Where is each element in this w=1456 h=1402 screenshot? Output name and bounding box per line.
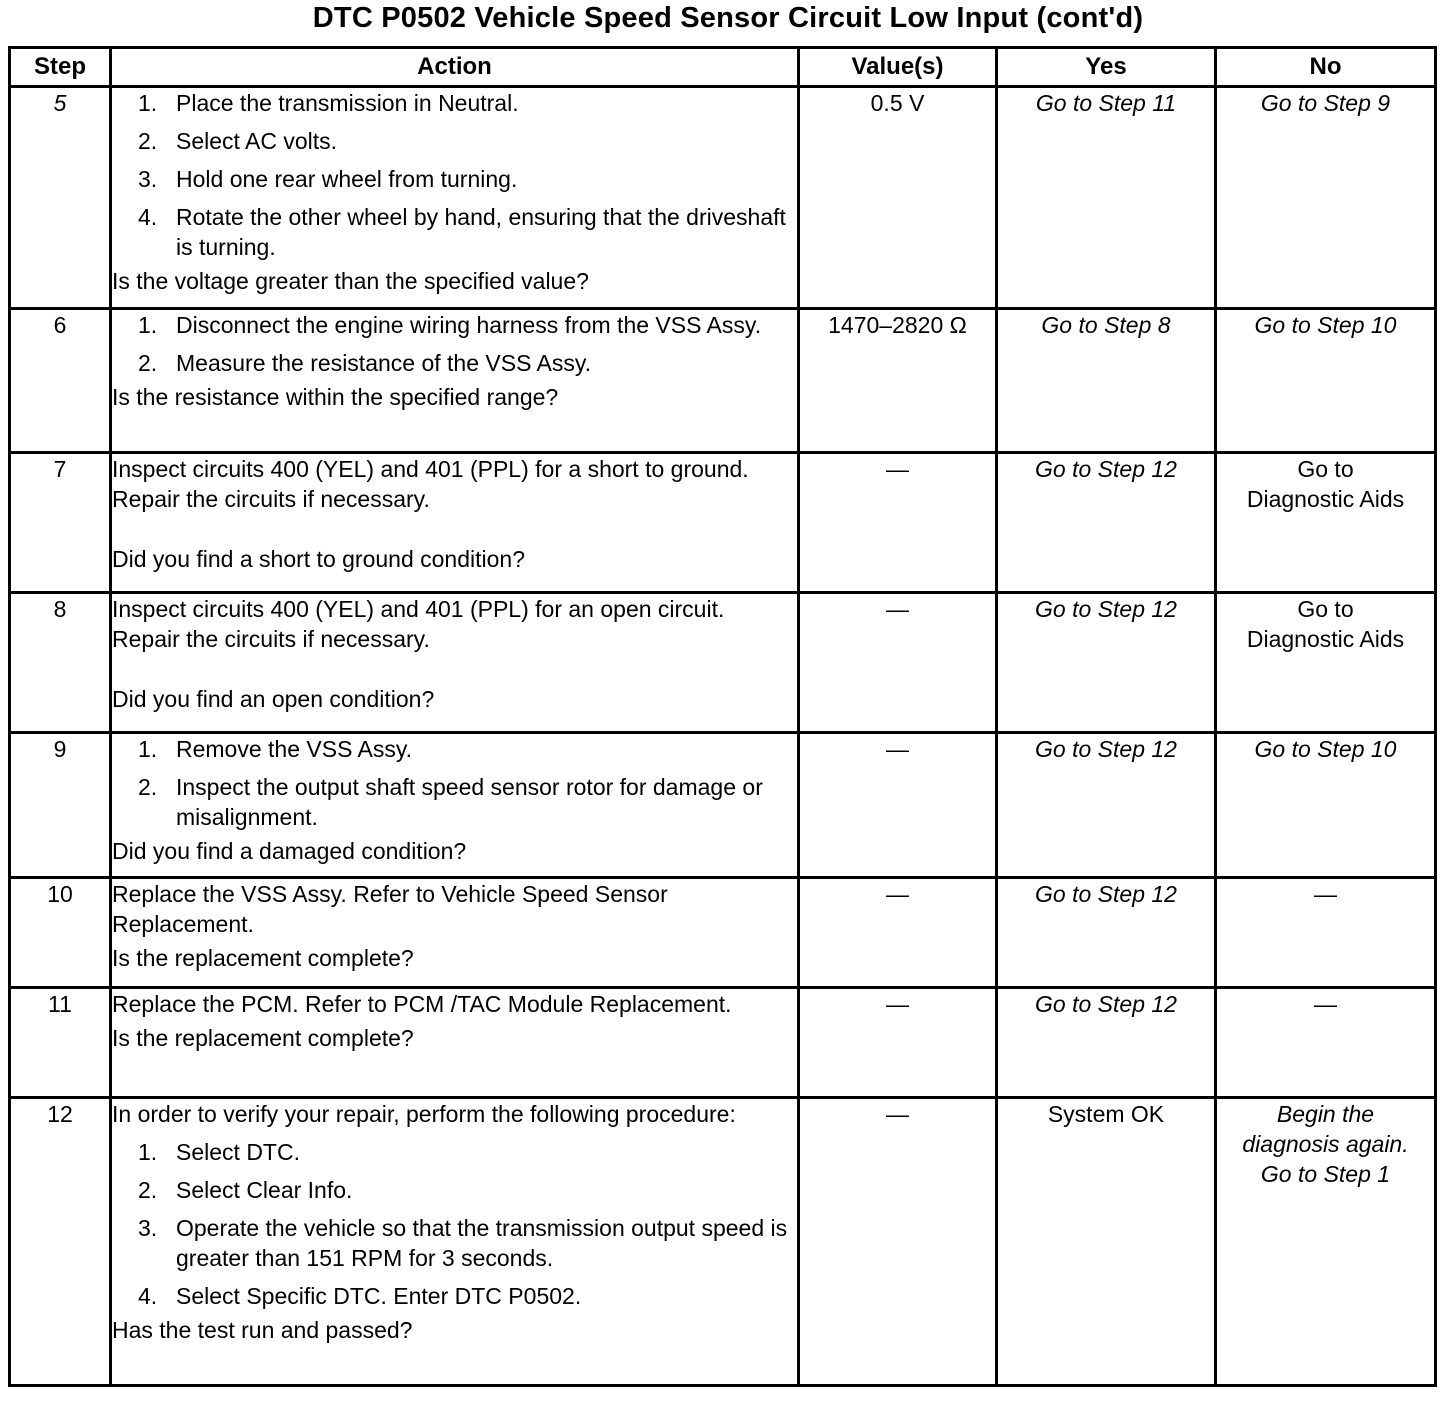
table-row xyxy=(10,453,1436,593)
action-cell xyxy=(111,593,799,733)
no-line: Diagnostic Aids xyxy=(1246,626,1405,652)
no-line: Go to Step 1 xyxy=(1260,1161,1391,1187)
action-cell xyxy=(111,309,799,453)
yes-cell: Go to Step 12 xyxy=(997,988,1216,1098)
action-question: Has the test run and passed? xyxy=(112,1317,413,1343)
yes-cell: Go to Step 11 xyxy=(997,87,1216,309)
action-steps xyxy=(112,1137,797,1311)
action-text: In order to verify your repair, perform the following procedure: xyxy=(112,1101,736,1127)
header-row xyxy=(10,48,1436,87)
step-number: 11 xyxy=(10,988,111,1098)
yes-cell: Go to Step 12 xyxy=(997,453,1216,593)
no-line: Go to xyxy=(1297,456,1354,482)
value-cell: — xyxy=(799,593,997,733)
list-item: 1. Disconnect the engine wiring harness from the VSS Assy. xyxy=(138,312,762,338)
step-number: 8 xyxy=(10,593,111,733)
table-row xyxy=(10,988,1436,1098)
value-cell: 1470–2820 Ω xyxy=(799,309,997,453)
action-cell xyxy=(111,733,799,878)
value-cell: — xyxy=(799,733,997,878)
yes-cell: Go to Step 8 xyxy=(997,309,1216,453)
list-item: 2. Select Clear Info. xyxy=(138,1177,353,1203)
no-cell xyxy=(1216,593,1436,733)
diagnostic-table xyxy=(8,46,1437,1387)
value-cell: — xyxy=(799,988,997,1098)
no-cell: Go to Step 10 xyxy=(1216,309,1436,453)
header-action: Action xyxy=(111,48,799,87)
list-item: 3. Hold one rear wheel from turning. xyxy=(138,166,518,192)
table-row xyxy=(10,733,1436,878)
no-line: Go to xyxy=(1297,596,1354,622)
action-cell xyxy=(111,878,799,988)
header-no: No xyxy=(1216,48,1436,87)
yes-cell: Go to Step 12 xyxy=(997,593,1216,733)
step-number: 6 xyxy=(10,309,111,453)
table-row xyxy=(10,593,1436,733)
no-cell: Go to Step 9 xyxy=(1216,87,1436,309)
list-item: 3. Operate the vehicle so that the transmission output speed is greater than 151 RPM for 3 seconds. xyxy=(138,1215,788,1271)
step-number: 10 xyxy=(10,878,111,988)
header-value: Value(s) xyxy=(799,48,997,87)
header-yes: Yes xyxy=(997,48,1216,87)
action-question: Did you find an open condition? xyxy=(112,686,435,712)
yes-cell: System OK xyxy=(997,1098,1216,1386)
value-cell: — xyxy=(799,1098,997,1386)
no-cell: — xyxy=(1216,988,1436,1098)
step-number: 12 xyxy=(10,1098,111,1386)
step-number: 7 xyxy=(10,453,111,593)
list-item: 1. Select DTC. xyxy=(138,1139,300,1165)
action-text: Inspect circuits 400 (YEL) and 401 (PPL) for an open circuit. Repair the circuits if necessary. xyxy=(112,596,725,652)
no-cell: Go to Step 10 xyxy=(1216,733,1436,878)
list-item: 1. Place the transmission in Neutral. xyxy=(138,90,519,116)
table-row xyxy=(10,309,1436,453)
action-cell xyxy=(111,87,799,309)
value-cell: — xyxy=(799,878,997,988)
step-number: 9 xyxy=(10,733,111,878)
list-item: 4. Rotate the other wheel by hand, ensuring that the driveshaft is turning. xyxy=(138,204,786,260)
yes-cell: Go to Step 12 xyxy=(997,733,1216,878)
action-question: Is the voltage greater than the specified value? xyxy=(112,268,589,294)
value-cell: — xyxy=(799,453,997,593)
action-cell xyxy=(111,453,799,593)
no-line: Diagnostic Aids xyxy=(1246,486,1405,512)
yes-cell: Go to Step 12 xyxy=(997,878,1216,988)
action-question: Did you find a damaged condition? xyxy=(112,838,467,864)
action-text: Replace the PCM. Refer to PCM /TAC Module Replacement. xyxy=(112,991,732,1017)
table-row xyxy=(10,87,1436,309)
no-cell: — xyxy=(1216,878,1436,988)
list-item: 4. Select Specific DTC. Enter DTC P0502. xyxy=(138,1283,582,1309)
action-text: Replace the VSS Assy. Refer to Vehicle Speed Sensor Replacement. xyxy=(112,881,668,937)
header-step: Step xyxy=(10,48,111,87)
value-cell: 0.5 V xyxy=(799,87,997,309)
table-row xyxy=(10,1098,1436,1386)
action-steps xyxy=(112,310,797,378)
step-number: 5 xyxy=(10,87,111,309)
action-cell xyxy=(111,988,799,1098)
list-item: 2. Inspect the output shaft speed sensor rotor for damage or misalignment. xyxy=(138,774,763,830)
action-question: Is the replacement complete? xyxy=(112,945,414,971)
table-row xyxy=(10,878,1436,988)
no-cell xyxy=(1216,453,1436,593)
action-text: Inspect circuits 400 (YEL) and 401 (PPL) for a short to ground. Repair the circuits if necessary. xyxy=(112,456,749,512)
list-item: 1. Remove the VSS Assy. xyxy=(138,736,413,762)
no-cell xyxy=(1216,1098,1436,1386)
action-steps xyxy=(112,88,797,262)
page-title: DTC P0502 Vehicle Speed Sensor Circuit Low Input (cont'd) xyxy=(312,2,1144,34)
action-steps xyxy=(112,734,797,832)
action-question: Is the replacement complete? xyxy=(112,1025,414,1051)
action-question: Did you find a short to ground condition? xyxy=(112,546,525,572)
list-item: 2. Select AC volts. xyxy=(138,128,338,154)
no-line: diagnosis again. xyxy=(1242,1131,1409,1157)
list-item: 2. Measure the resistance of the VSS Assy. xyxy=(138,350,592,376)
no-line: Begin the xyxy=(1276,1101,1375,1127)
action-cell xyxy=(111,1098,799,1386)
action-question: Is the resistance within the specified range? xyxy=(112,384,559,410)
